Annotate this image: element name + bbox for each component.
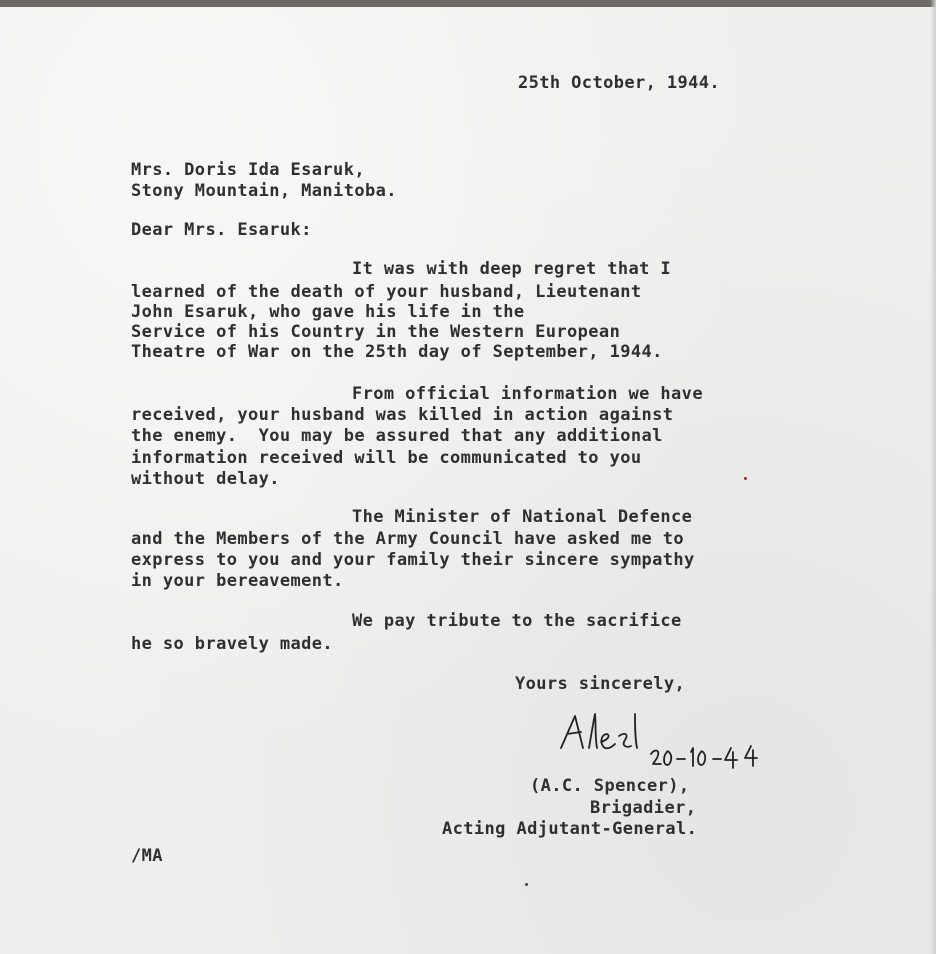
paragraph-2-line-1: From official information we have bbox=[352, 384, 703, 404]
handwritten-signature bbox=[555, 708, 785, 778]
reference-initials: /MA bbox=[131, 846, 163, 866]
paragraph-3-line-1: The Minister of National Defence bbox=[352, 507, 693, 527]
signatory-title: Acting Adjutant-General. bbox=[442, 819, 698, 839]
paragraph-1-line-1: It was with deep regret that I bbox=[352, 259, 672, 279]
paragraph-2-line-2: received, your husband was killed in action against bbox=[131, 405, 674, 425]
paper-speck bbox=[525, 883, 528, 886]
recipient-name: Mrs. Doris Ida Esaruk, bbox=[131, 160, 365, 180]
paragraph-1-line-3: John Esaruk, who gave his life in the bbox=[131, 302, 525, 322]
paragraph-1-line-4: Service of his Country in the Western European bbox=[131, 322, 621, 342]
paragraph-2-line-5: without delay. bbox=[131, 469, 280, 489]
paragraph-1-line-5: Theatre of War on the 25th day of September, 1944. bbox=[131, 342, 663, 362]
paper-speck bbox=[744, 477, 747, 480]
signatory-name: (A.C. Spencer), bbox=[530, 776, 690, 796]
paragraph-4-line-1: We pay tribute to the sacrifice bbox=[352, 611, 682, 631]
letter-date: 25th October, 1944. bbox=[518, 73, 721, 93]
signatory-rank: Brigadier, bbox=[590, 798, 697, 818]
closing: Yours sincerely, bbox=[515, 674, 686, 694]
paragraph-1-line-2: learned of the death of your husband, Lieutenant bbox=[131, 282, 642, 302]
paragraph-2-line-4: information received will be communicated to you bbox=[131, 448, 642, 468]
paragraph-3-line-2: and the Members of the Army Council have asked me to bbox=[131, 529, 685, 549]
paragraph-2-line-3: the enemy. You may be assured that any additional bbox=[131, 426, 663, 446]
paragraph-3-line-3: express to you and your family their sincere sympathy bbox=[131, 550, 695, 570]
salutation: Dear Mrs. Esaruk: bbox=[131, 220, 312, 240]
paragraph-4-line-2: he so bravely made. bbox=[131, 634, 334, 654]
scan-right-edge bbox=[930, 0, 936, 954]
scan-top-border bbox=[0, 0, 936, 7]
recipient-address: Stony Mountain, Manitoba. bbox=[131, 181, 397, 201]
paragraph-3-line-4: in your bereavement. bbox=[131, 571, 344, 591]
